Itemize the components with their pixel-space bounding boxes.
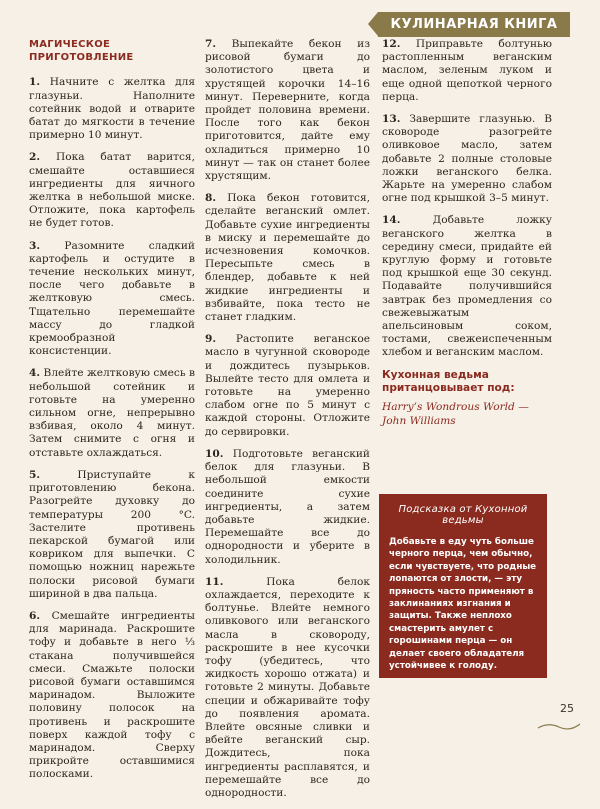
decorative-flourish-icon	[536, 720, 582, 732]
section-title: МАГИЧЕСКОЕ ПРИГОТОВЛЕНИЕ	[29, 39, 134, 64]
tip-title: Подсказка от Кухонной ведьмы	[398, 504, 528, 526]
step-13: 13. Завершите глазунью. В сковороде разогрейте оливковое масло, затем добавьте 2 полные столовые ложки веганского белка. Жарьте на умеренно слабом огне под крышкой 3–5 минут.	[382, 113, 552, 205]
step-3: 3. Разомните сладкий картофель и остудите в течение нескольких минут, после чего добавьте в желтковую смесь. Тщательно перемешайте массу до гладкой кремообразной консистенции.	[29, 239, 195, 358]
tip-box	[379, 494, 547, 678]
section-banner: КУЛИНАРНАЯ КНИГА	[378, 12, 570, 37]
step-9: 9. Растопите веганское масло в чугунной сковороде и дождитесь пузырьков. Вылейте тесто для омлета и готовьте на умеренно слабом огне по 5 минут с каждой стороны. Отложите до сервировки.	[205, 333, 370, 438]
step-11: 11. Пока белок охлаждается, переходите к болтунье. Влейте немного оливкового или веганского масла в сковороду, раскрошите в нее кусочки тофу (убедитесь, что жидкость хорошо отжата) и готовьте 2 минуты. Добавьте специи и обжаривайте тофу до появления аромата. Влейте овсяные сливки и вбейте веганский сыр. Дождитесь, пока ингредиенты расплавятся, и перемешайте все до однородности.	[205, 575, 370, 799]
column-2	[205, 38, 370, 809]
step-6: 6. Смешайте ингредиенты для маринада. Раскрошите тофу и добавьте в него ⅓ стакана получившейся смеси. Смажьте полоски рисовой бумаги оставшимся маринадом. Выложите половину полосок на противень и раскрошите поверх каждой тофу с маринадом. Сверху прикройте оставшимися полосками.	[29, 609, 195, 781]
step-2: 2. Пока батат варится, смешайте оставшиеся ингредиенты для яичного желтка в небольшой миске. Отложите, пока картофель не будет готов.	[29, 151, 195, 230]
tip-text: Добавьте в еду чуть больше черного перца, чем обычно, если чувствуете, что родные лопаются от злости, — эту пряность часто применяют в заклинаниях изгнания и защиты. Также неплохо смастерить амулет с горошинами перца — он делает своего обладателя устойчивее к голоду.	[389, 537, 537, 672]
step-7: 7. Выпекайте бекон из рисовой бумаги до золотистого цвета и хрустящей корочки 14–16 минут. Переверните, когда пройдет половина времени. После того как бекон приготовится, дайте ему охладиться примерно 10 минут — так он станет более хрустящим.	[205, 38, 370, 183]
page-number: 25	[560, 702, 574, 715]
step-1: 1. Начните с желтка для глазуньи. Наполните сотейник водой и отварите батат до мягкости в течение примерно 10 минут.	[29, 76, 195, 142]
listening-song: Harry’s Wondrous World — John Williams	[382, 401, 529, 427]
step-5: 5. Приступайте к приготовлению бекона. Разогрейте духовку до температуры 200 °C. Застелите противень пекарской бумагой или ковриком для выпечки. С помощью ножниц нарежьте полоски рисовой бумаги шириной в два пальца.	[29, 468, 195, 600]
step-10: 10. Подготовьте веганский белок для глазуньи. В небольшой емкости соедините сухие ингредиенты, а затем добавьте жидкие. Перемешайте все до однородности и уберите в холодильник.	[205, 447, 370, 566]
step-14: 14. Добавьте ложку веганского желтка в середину смеси, придайте ей круглую форму и готовьте под крышкой еще 30 секунд. Подавайте получившийся завтрак без промедления со свежевыжатым апельсиновым соком, тостами, свежеиспеченным хлебом и веганским маслом.	[382, 214, 552, 359]
step-4: 4. Влейте желтковую смесь в небольшой сотейник и готовьте на умеренно сильном огне, непрерывно взбивая, около 4 минут. Затем снимите с огня и отставьте охлаждаться.	[29, 367, 195, 459]
step-12: 12. Приправьте болтунью растопленным веганским маслом, зеленым луком и еще одной щепоткой черного перца.	[382, 38, 552, 103]
listening-heading: Кухонная ведьма пританцовывает под:	[382, 368, 515, 395]
step-8: 8. Пока бекон готовится, сделайте веганский омлет. Добавьте сухие ингредиенты в миску и перемешайте до исчезновения комочков. Пересыпьте смесь в блендер, добавьте к ней жидкие ингредиенты и взбивайте, пока тесто не станет гладким.	[205, 192, 370, 324]
column-3	[382, 38, 552, 428]
column-1	[29, 36, 195, 791]
